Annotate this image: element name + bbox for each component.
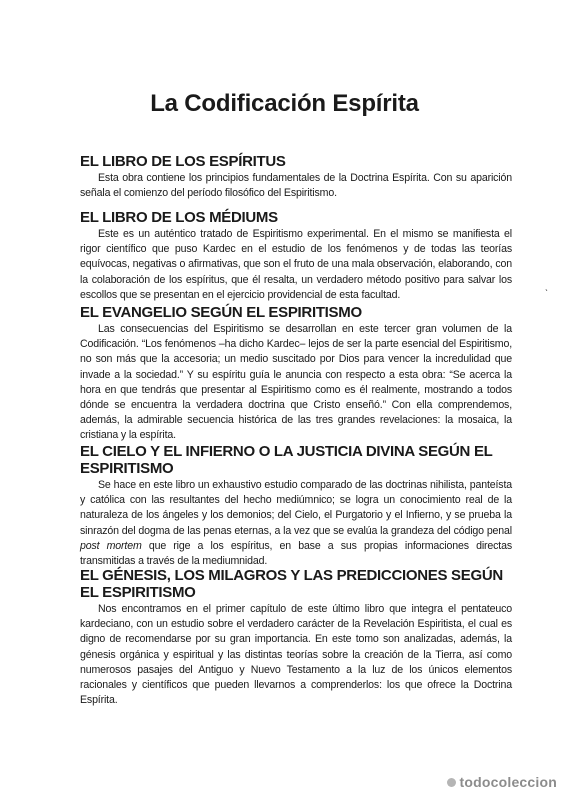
- section-evangelio: [80, 304, 512, 444]
- section-cielo-infierno: [80, 443, 512, 569]
- section-heading: EL LIBRO DE LOS MÉDIUMS: [80, 209, 278, 226]
- section-body-emphasis: post mortem: [80, 539, 142, 552]
- section-body-text: Se hace en este libro un exhaustivo estudio comparado de las doctrinas nihilista, panteísta y católica con las resultantes del hecho mediúmnico; se logra un conocimiento real de la naturaleza de los ángeles y los demonios; del Cielo, el Purgatorio y el Infierno, y se prueba la sinrazón del dogma de las penas eternas, a la vez que se evalúa la grandeza del código penal: [80, 479, 512, 537]
- section-body: Este es un auténtico tratado de Espiritismo experimental. En el mismo se manifiesta el rigor científico que puso Kardec en el estudio de los fenómenos y de todas las teorías equívocas, negativas o afirmativas, que son el fruto de una mala observación, elaborando, con la colaboración de los espíritus, que él resalta, un verdadero método positivo para salvar los escollos que se presentan en el ejercicio providencial de esta facultad.: [80, 228, 512, 301]
- section-heading: EL CIELO Y EL INFIERNO O LA JUSTICIA DIVINA SEGÚN EL ESPIRITISMO: [80, 443, 493, 477]
- section-heading: EL LIBRO DE LOS ESPÍRITUS: [80, 153, 286, 170]
- section-heading: EL GÉNESIS, LOS MILAGROS Y LAS PREDICCIONES SEGÚN EL ESPIRITISMO: [80, 567, 503, 601]
- section-body-text: que rige a los espíritus, en base a sus propias informaciones directas transmitidas a través de la mediumnidad.: [80, 539, 512, 568]
- section-libro-mediums: [80, 209, 512, 303]
- section-body: Nos encontramos en el primer capítulo de este último libro que integra el pentateuco kardeciano, con un estudio sobre el verdadero carácter de la Revelación Espiritista, el cual es digno de recomendarse por su gran importancia. En este tomo son analizadas, además, la génesis orgánica y espiritual y las distintas teorías sobre la creación de la Tierra, así como numerosos pasajes del Antiguo y Nuevo Testamento a la luz de los únicos elementos racionales y científicos que pueden llevarnos a comprenderlos: los que ofrece la Doctrina Espírita.: [80, 603, 512, 707]
- watermark-logo-icon: [447, 778, 456, 787]
- section-genesis: [80, 567, 512, 708]
- page-title: La Codificación Espírita: [150, 90, 419, 117]
- section-body: Las consecuencias del Espiritismo se desarrollan en este tercer gran volumen de la Codificación. “Los fenómenos –ha dicho Kardec– lejos de ser la parte esencial del Espiritismo, no son más que la accesoria; un medio suscitado por Dios para vencer la incredulidad que invade a la sociedad.” Y su espíritu guía le anuncia con respecto a esta obra: “Se acerca la hora en que tendrás que presentar al Espiritismo como es él realmente, mostrando a todos dónde se encuentra la verdadera doctrina que Cristo enseñó.” Con ella comprendemos, además, la admirable secuencia histórica de las tres grandes revelaciones: la mosaica, la cristiana y la espírita.: [80, 323, 512, 442]
- watermark: [447, 774, 558, 790]
- section-libro-espiritus: [80, 153, 512, 201]
- section-body: [80, 478, 512, 569]
- scan-speck: ˎ: [545, 281, 549, 292]
- watermark-text: todocoleccion: [459, 774, 557, 790]
- section-body: Esta obra contiene los principios fundamentales de la Doctrina Espírita. Con su aparición señala el comienzo del período filosófico del Espiritismo.: [80, 172, 512, 200]
- section-heading: EL EVANGELIO SEGÚN EL ESPIRITISMO: [80, 304, 362, 321]
